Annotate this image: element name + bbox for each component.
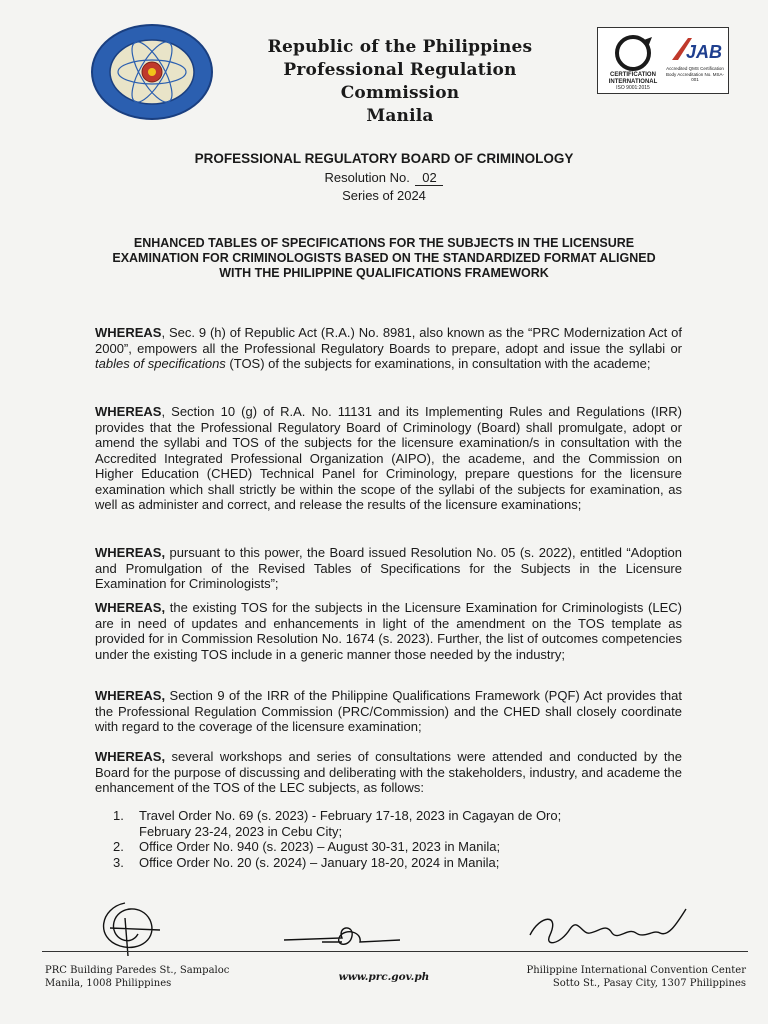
- list-item: [113, 839, 673, 855]
- signature-1: [80, 898, 170, 958]
- list-number: 2.: [113, 839, 124, 854]
- paragraph-text: , Section 10 (g) of R.A. No. 11131 and its Implementing Rules and Regulations (IRR) provides that the Professional Regulatory Board of Criminology (Board) shall promulgate, adopt or amend the syllabi and TOS of the subjects for the licensure examination/s in consultation with the Accredited Integrated Professional Organization (AIPO), the academe, and the Commission on Higher Education (CHED) Technical Panel for Criminology, prepare questions for the licensure examination which shall strictly be within the scope of the syllabi of the subjects for examination, as well as administer and correct, and release the results of the licensure examinations;: [95, 404, 682, 512]
- certification-label: CERTIFICATION INTERNATIONAL: [608, 72, 658, 85]
- travel-order-list: [113, 808, 673, 870]
- resolution-number: 02: [415, 170, 443, 186]
- header-city: Manila: [366, 106, 434, 126]
- whereas-paragraph: [95, 600, 682, 662]
- whereas-paragraph: [95, 545, 682, 592]
- paragraph-text: the existing TOS for the subjects in the Licensure Examination for Criminologists (LEC) are in need of updates and enhancements in light of the amendment on the TOS template as provided for in Commission Resolution No. 1674 (s. 2023). Further, the list of outcomes competencies under the existing TOS include in a generic manner those needed by the industry;: [95, 600, 682, 662]
- header-commission: Professional Regulation Commission: [283, 60, 517, 103]
- paragraph-text: pursuant to this power, the Board issued Resolution No. 05 (s. 2022), entitled “Adoption and Promulgation of the Revised Tables of Specifications for the Subjects in the Licensure Examination for Criminologists”;: [95, 545, 682, 591]
- board-name: PROFESSIONAL REGULATORY BOARD OF CRIMINOLOGY: [194, 151, 574, 166]
- footer-right-line2: Sotto St., Pasay City, 1307 Philippines: [552, 978, 746, 989]
- footer-right-line1: Philippine International Convention Center: [526, 965, 746, 976]
- whereas-lead: WHEREAS: [95, 404, 162, 419]
- footer-left-line1: PRC Building Paredes St., Sampaloc: [45, 965, 230, 976]
- iso-certification-badge: [597, 27, 729, 94]
- whereas-lead: WHEREAS,: [95, 545, 166, 560]
- list-text: Office Order No. 20 (s. 2024) – January 18-20, 2024 in Manila;: [139, 854, 500, 870]
- resolution-line: [0, 170, 768, 186]
- jab-mark: JAB: [686, 42, 723, 62]
- paragraph-text: Section 9 of the IRR of the Philippine Qualifications Framework (PQF) Act provides that the Professional Regulation Commission (PRC/Commission) and the CHED shall closely coordinate with regard to the coverage of the licensure examination;: [95, 688, 682, 734]
- resolution-subject-title: ENHANCED TABLES OF SPECIFICATIONS FOR THE SUBJECTS IN THE LICENSURE EXAMINATION FOR CRIMINOLOGISTS BASED ON THE STANDARDIZED FORMAT ALIGNED WITH THE PHILIPPINE QUALIFICATIONS FRAMEWORK: [112, 236, 656, 280]
- iso-label: ISO 9001:2015: [616, 85, 650, 91]
- whereas-lead: WHEREAS,: [95, 749, 166, 764]
- footer-website: www.prc.gov.ph: [338, 971, 430, 983]
- list-number: 1.: [113, 808, 124, 823]
- resolution-label: Resolution No.: [324, 170, 410, 185]
- whereas-paragraph: [95, 688, 682, 735]
- jab-accreditation-text: Accredited QMS Certification Body Accreditation No. MSA-001: [665, 66, 725, 82]
- paragraph-text: several workshops and series of consultations were attended and conducted by the Board for the purpose of discussing and deliberating with the stakeholders, industry, and academe the enhancement of the TOS of the LEC subjects, as follows:: [95, 749, 682, 795]
- list-text: Office Order No. 940 (s. 2023) – August 30-31, 2023 in Manila;: [139, 839, 501, 854]
- signature-2: [282, 918, 402, 958]
- list-number: 3.: [113, 854, 124, 870]
- series-year: Series of 2024: [342, 188, 426, 203]
- whereas-lead: WHEREAS,: [95, 688, 166, 703]
- whereas-paragraph: [95, 749, 682, 796]
- signature-3: [520, 905, 690, 955]
- list-item: [113, 855, 673, 871]
- footer-divider: [42, 951, 748, 952]
- whereas-paragraph: [95, 325, 682, 372]
- paragraph-italic-text: tables of specifications: [95, 356, 226, 371]
- certification-logo-icon: [608, 33, 658, 73]
- whereas-lead: WHEREAS,: [95, 600, 166, 615]
- whereas-lead: WHEREAS: [95, 325, 162, 340]
- whereas-paragraph: [95, 404, 682, 513]
- header-agency-name: [230, 36, 570, 128]
- prc-seal-icon: [88, 22, 216, 122]
- footer-left-line2: Manila, 1008 Philippines: [45, 978, 172, 989]
- paragraph-text: , Sec. 9 (h) of Republic Act (R.A.) No. 8981, also known as the “PRC Modernization Act of 2000”, empowers all the Professional Regulatory Boards to prepare, adopt and issue the syllabi or: [95, 325, 682, 356]
- list-item: [113, 808, 673, 839]
- header-republic: Republic of the Philippines: [267, 37, 533, 57]
- jab-accreditation-icon: [668, 34, 724, 64]
- paragraph-text-cont: (TOS) of the subjects for examinations, in consultation with the academe;: [225, 356, 651, 371]
- footer-address-right: [526, 964, 746, 990]
- list-text: Travel Order No. 69 (s. 2023) - February 17-18, 2023 in Cagayan de Oro; February 23-24, 2023 in Cebu City;: [139, 808, 562, 839]
